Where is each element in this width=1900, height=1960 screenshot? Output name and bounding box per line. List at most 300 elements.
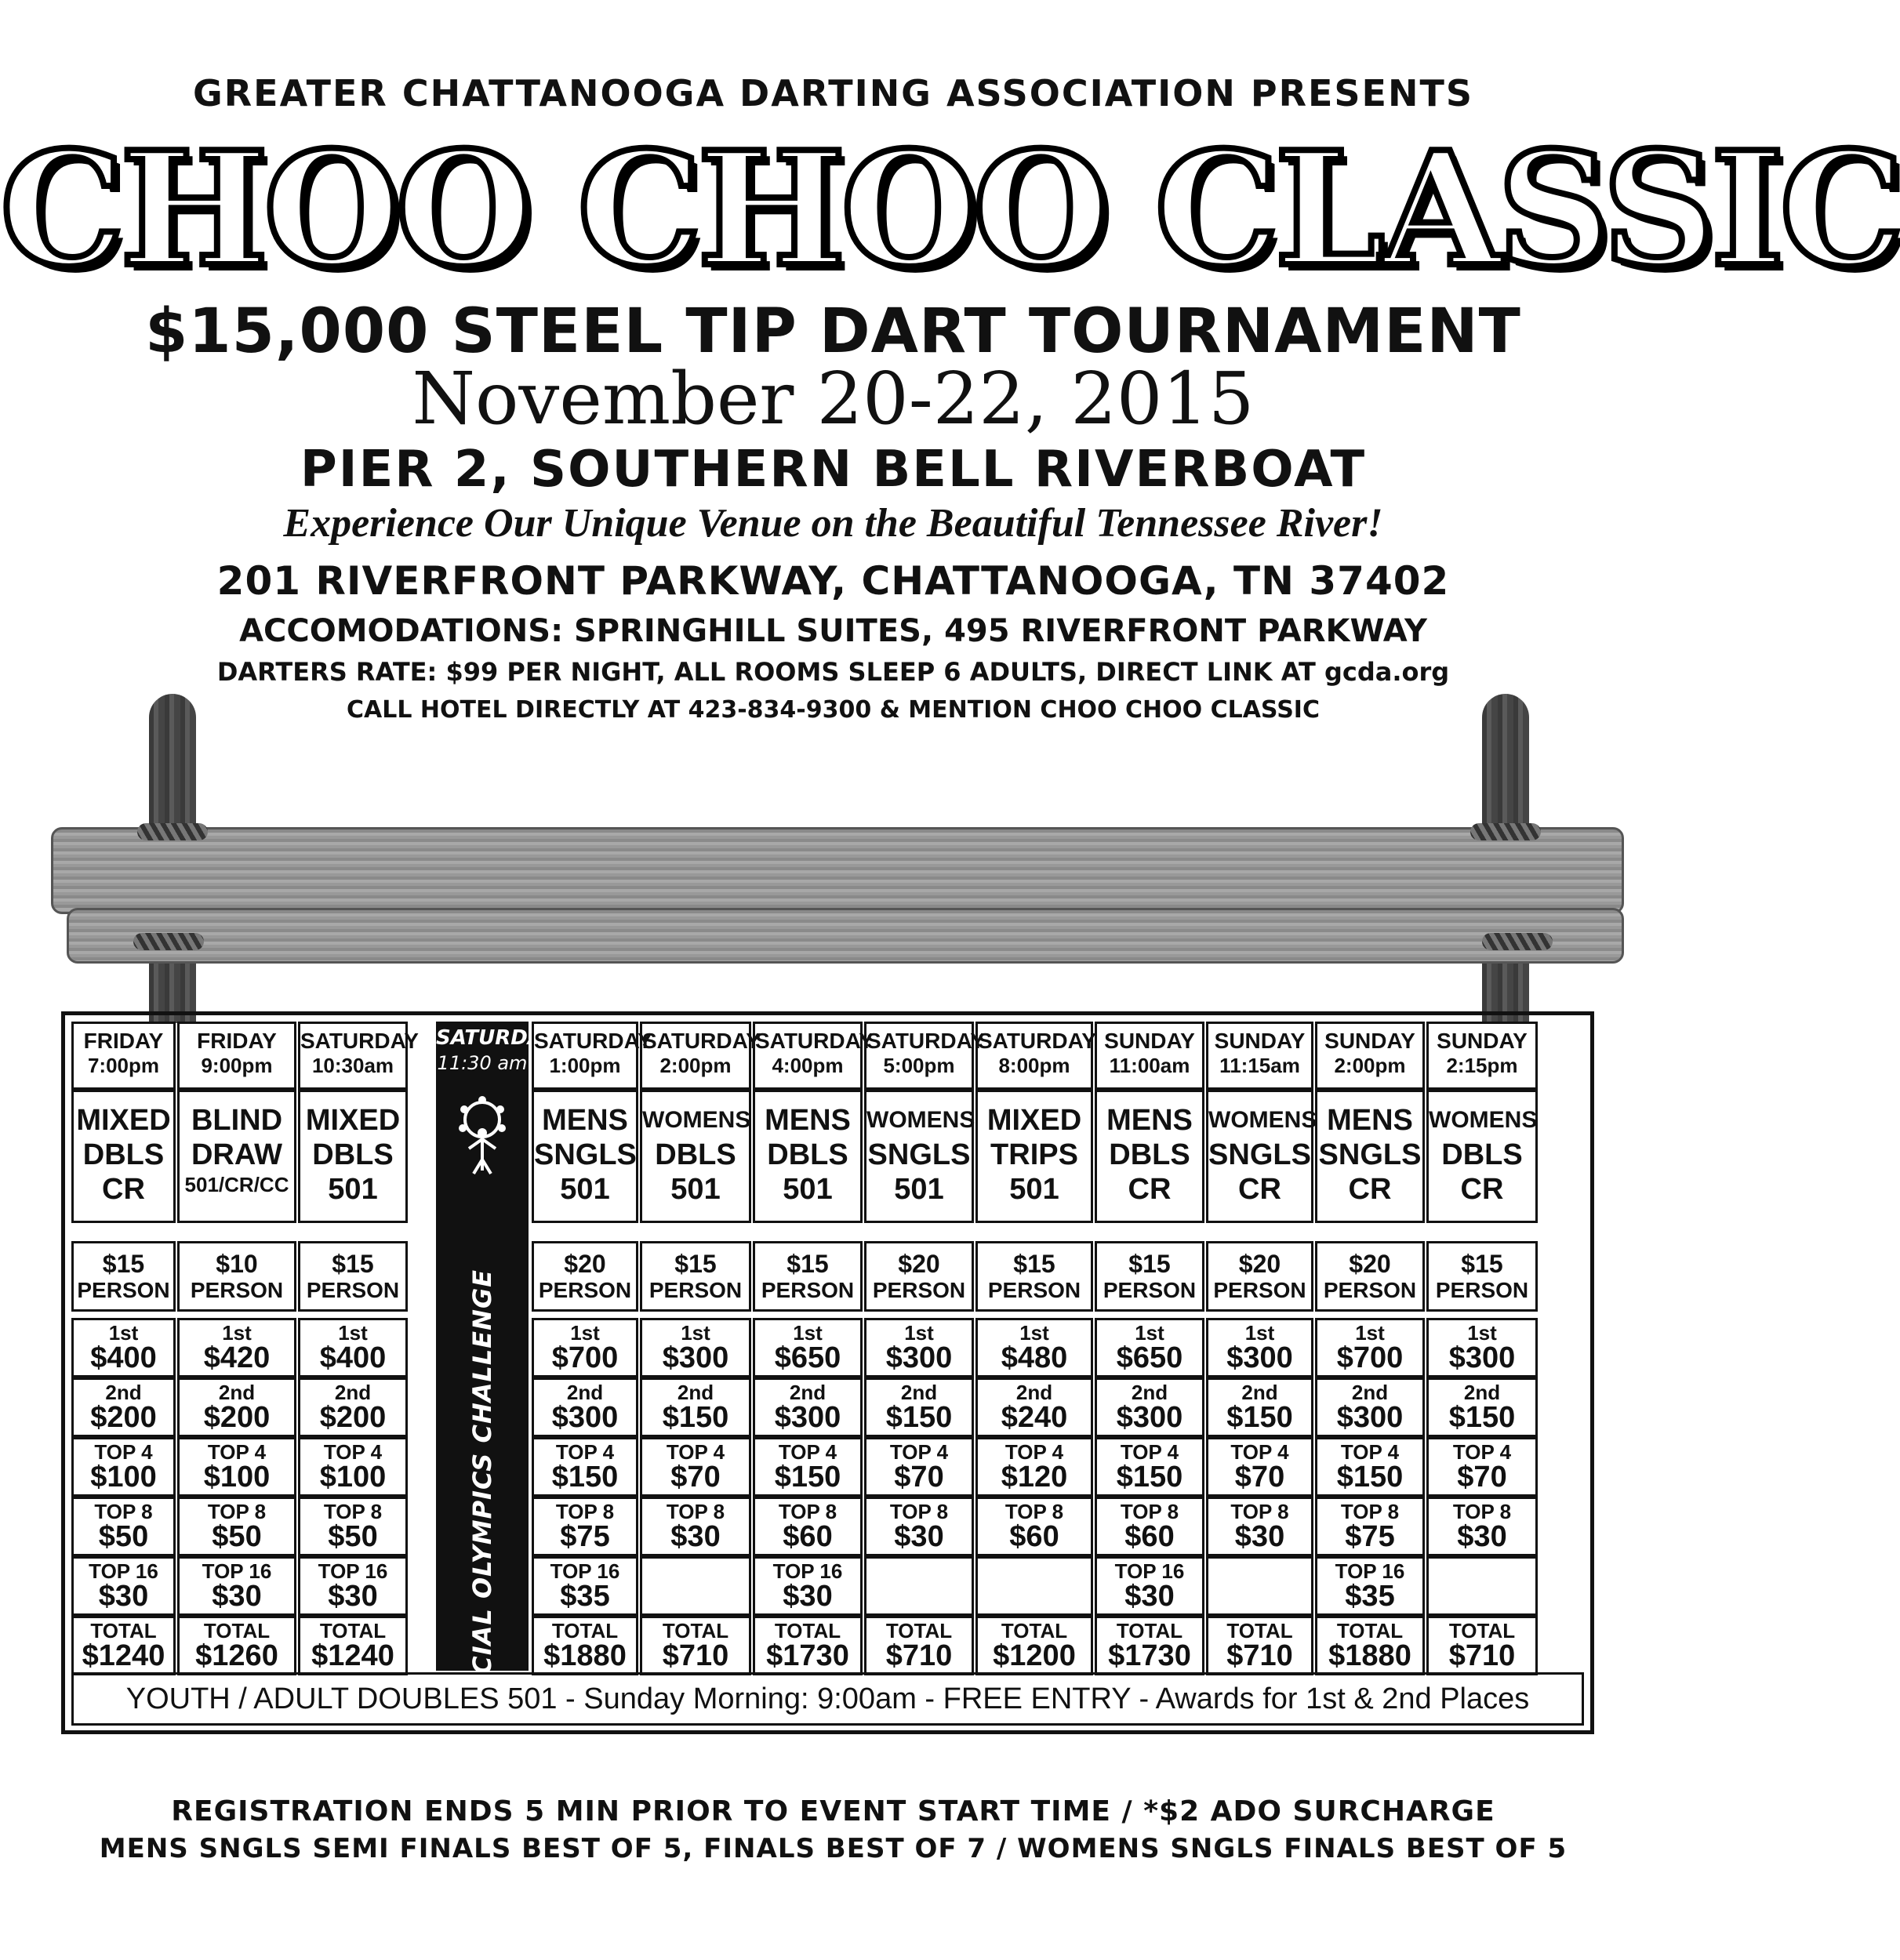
event-header [864,1022,985,1090]
event-name-line: DBLS [767,1138,848,1171]
prize-cell [1206,1377,1313,1437]
prize-cell [975,1616,1093,1675]
prize-amount: $1880 [543,1639,627,1672]
event-name [864,1090,974,1223]
accommodations-line: ACCOMODATIONS: SPRINGHILL SUITES, 495 RIVERFRONT PARKWAY [239,613,1427,649]
prize-cell [1426,1556,1538,1616]
prize-amount: $30 [894,1520,944,1553]
entry-fee [1315,1241,1425,1312]
prize-place: 2nd [1463,1381,1501,1404]
entry-fee-unit: PERSON [872,1278,966,1302]
prize-cell [1426,1377,1538,1437]
prize-cell [1206,1318,1313,1377]
prize-amount: $150 [662,1401,729,1434]
prize-cell [177,1497,296,1556]
prize-place: TOP 8 [94,1500,153,1523]
prize-place: 2nd [1131,1381,1168,1404]
event-time: 7:00pm [87,1054,160,1077]
prize-place: TOP 4 [323,1440,383,1464]
event-time: 1:00pm [549,1054,621,1077]
entry-fee [640,1241,751,1312]
event-name [975,1090,1093,1223]
event-dates: November 20-22, 2015 [412,357,1255,441]
prize-place: TOP 16 [1335,1559,1405,1583]
prize-place: 1st [904,1321,934,1345]
prize-cell [71,1556,176,1616]
prize-amount: $60 [1124,1520,1175,1553]
entry-fee [532,1241,638,1312]
entry-fee-amount: $15 [1013,1250,1055,1278]
special-olympics-logo-icon [455,1092,510,1178]
prize-amount: $240 [1001,1401,1068,1434]
event-day: FRIDAY [197,1029,277,1053]
event-time: 4:00pm [772,1054,844,1077]
prize-amount: $300 [885,1341,953,1374]
event-day: SATURDAY [755,1029,874,1053]
prize-place: 1st [793,1321,823,1345]
special-olympics-label: SPECIAL OLYMPICS CHALLENGE [467,1269,497,1731]
event-name-line: MENS [1327,1104,1413,1137]
prize-cell [1315,1556,1425,1616]
event-name-line: DBLS [1441,1138,1523,1171]
event-name [298,1090,408,1223]
prize-amount: $50 [98,1520,149,1553]
venue-name: PIER 2, SOUTHERN BELL RIVERBOAT [300,441,1367,499]
event-name-line: BLIND [191,1104,283,1137]
prize-place: 1st [1244,1321,1275,1345]
prize-cell [298,1616,408,1675]
prize-place: TOP 8 [1452,1500,1512,1523]
venue-address: 201 RIVERFRONT PARKWAY, CHATTANOOGA, TN 37402 [216,558,1450,604]
event-header [71,1022,176,1090]
prize-place: TOTAL [1116,1619,1183,1642]
prize-place: TOTAL [203,1619,271,1642]
prize-place: TOP 4 [889,1440,949,1464]
event-day: FRIDAY [83,1029,164,1053]
prize-cell [753,1556,863,1616]
prize-place: TOP 8 [889,1500,949,1523]
prize-cell [1095,1377,1204,1437]
prize-place [978,1559,1091,1562]
prize-cell [640,1318,751,1377]
entry-fee-amount: $20 [1238,1250,1281,1278]
prize-amount: $200 [319,1401,387,1434]
event-name [177,1090,296,1223]
prize-cell [532,1556,638,1616]
event-day: SUNDAY [1104,1029,1195,1053]
prize-cell [177,1556,296,1616]
prize-cell [640,1616,751,1675]
prize-place: TOP 8 [666,1500,725,1523]
prize-place: TOTAL [90,1619,157,1642]
prize-amount: $150 [1226,1401,1293,1434]
prize-cell [1426,1318,1538,1377]
event-day: SATURDAY [642,1029,761,1053]
prize-place: 2nd [1241,1381,1278,1404]
event-header [1426,1022,1538,1090]
prize-amount: $150 [1116,1461,1183,1494]
entry-fee-unit: PERSON [1213,1278,1306,1302]
prize-amount: $1240 [311,1639,394,1672]
prize-cell [753,1437,863,1497]
prize-place [642,1559,749,1562]
prize-amount: $30 [1234,1520,1285,1553]
event-name [1206,1090,1317,1223]
prize-cell [177,1616,296,1675]
prize-place: TOP 8 [1340,1500,1400,1523]
event-name-line: WOMENS [1208,1107,1317,1133]
prize-amount: $300 [1336,1401,1404,1434]
event-name [1095,1090,1204,1223]
event-day: SATURDAY [866,1029,985,1053]
prize-place: TOP 16 [318,1559,388,1583]
prize-cell [975,1437,1093,1497]
event-name-line: 501 [1009,1173,1059,1206]
prize-amount: $100 [90,1461,157,1494]
prize-place [1208,1559,1311,1562]
event-name-line: DBLS [655,1138,736,1171]
entry-fee-unit: PERSON [77,1278,170,1302]
event-name [1315,1090,1425,1223]
prize-place: TOP 4 [666,1440,725,1464]
prize-amount: $300 [662,1341,729,1374]
event-name-line: 501 [670,1173,721,1206]
prize-cell [753,1497,863,1556]
entry-fee [177,1241,296,1312]
entry-fee-unit: PERSON [761,1278,855,1302]
entry-fee-unit: PERSON [1103,1278,1197,1302]
event-name-line: 501 [328,1173,378,1206]
prize-cell [753,1318,863,1377]
event-time: 5:00pm [883,1054,955,1077]
event-name-line: TRIPS [990,1138,1078,1171]
prize-place: TOTAL [1336,1619,1404,1642]
prize-cell [71,1437,176,1497]
event-time: 11:00am [1109,1054,1190,1077]
prize-amount: $400 [90,1341,157,1374]
darters-rate-line: DARTERS RATE: $99 PER NIGHT, ALL ROOMS SLEEP 6 ADULTS, DIRECT LINK AT gcda.org [216,657,1450,687]
prize-amount: $650 [1116,1341,1183,1374]
prize-place: TOP 8 [555,1500,615,1523]
prize-amount: $75 [560,1520,610,1553]
event-formats: 501/CR/CC [184,1173,289,1196]
prize-amount: $1730 [766,1639,849,1672]
entry-fee-unit: PERSON [648,1278,743,1302]
event-name-line: MIXED [76,1104,171,1137]
best-of-note: MENS SNGLS SEMI FINALS BEST OF 5, FINALS BEST OF 7 / WOMENS SNGLS FINALS BEST OF 5 [99,1833,1568,1864]
event-name-line: SNGLS [1318,1138,1422,1171]
prize-place: 2nd [1351,1381,1389,1404]
event-name-line: 501 [783,1173,833,1206]
prize-place: 2nd [218,1381,256,1404]
prize-place: TOP 4 [1452,1440,1512,1464]
rope-icon [1482,933,1553,950]
event-time: 10:30am [311,1054,394,1077]
event-header [1095,1022,1204,1090]
prize-place: TOP 4 [1004,1440,1064,1464]
event-day: SUNDAY [1437,1029,1528,1053]
prize-place: TOP 8 [1004,1500,1064,1523]
prize-cell [864,1318,974,1377]
prize-place: TOP 8 [778,1500,837,1523]
entry-fee [753,1241,863,1312]
event-name [1426,1090,1538,1223]
event-time: 9:00pm [201,1054,273,1077]
prize-amount: $30 [98,1580,149,1613]
prize-cell [71,1318,176,1377]
event-name-line: CR [1348,1173,1392,1206]
event-name-line: 501 [560,1173,610,1206]
prize-place: 1st [1355,1321,1385,1345]
prize-place: 2nd [789,1381,826,1404]
prize-place: TOP 4 [778,1440,837,1464]
prize-amount: $700 [1336,1341,1404,1374]
prize-place: 2nd [1015,1381,1053,1404]
event-name-line: DRAW [191,1138,283,1171]
prize-place: TOP 8 [1230,1500,1289,1523]
prize-cell [1426,1616,1538,1675]
event-day: SUNDAY [1214,1029,1306,1053]
event-name-line: MENS [765,1104,851,1137]
entry-fee-amount: $15 [1128,1250,1171,1278]
prize-amount: $100 [319,1461,387,1494]
event-day: SUNDAY [1324,1029,1415,1053]
event-name-line: MENS [1106,1104,1193,1137]
prize-place: 2nd [900,1381,938,1404]
prize-place: TOP 4 [555,1440,615,1464]
prize-cell [298,1497,408,1556]
entry-fee [1206,1241,1313,1312]
prize-cell [298,1556,408,1616]
entry-fee-unit: PERSON [538,1278,632,1302]
prize-amount: $150 [885,1401,953,1434]
prize-cell [532,1377,638,1437]
event-name-line: 501 [894,1173,944,1206]
prize-cell [532,1437,638,1497]
prize-place: 1st [108,1321,139,1345]
event-name [640,1090,751,1223]
prize-amount: $70 [894,1461,944,1494]
prize-place: TOP 16 [1114,1559,1185,1583]
entry-fee-amount: $20 [898,1250,940,1278]
entry-fee-amount: $10 [216,1250,258,1278]
prize-amount: $70 [1234,1461,1285,1494]
prize-place: TOP 16 [772,1559,843,1583]
prize-place [866,1559,972,1562]
prize-amount: $150 [551,1461,619,1494]
wooden-plank-bottom [67,908,1624,964]
tournament-title: $15,000 STEEL TIP DART TOURNAMENT [145,296,1521,367]
prize-amount: $60 [1009,1520,1059,1553]
prize-place: TOP 4 [207,1440,267,1464]
prize-place: TOP 4 [1120,1440,1179,1464]
prize-amount: $200 [90,1401,157,1434]
entry-fee [71,1241,176,1312]
special-olympics-time: 11:30 am [437,1052,528,1074]
prize-cell [1315,1318,1425,1377]
prize-amount: $50 [328,1520,378,1553]
prize-cell [1095,1616,1204,1675]
prize-cell [1426,1497,1538,1556]
prize-place: TOP 8 [1120,1500,1179,1523]
prize-cell [864,1377,974,1437]
prize-cell [864,1616,974,1675]
prize-place: 1st [1019,1321,1049,1345]
prize-amount: $30 [1457,1520,1507,1553]
prize-amount: $70 [1457,1461,1507,1494]
entry-fee-amount: $15 [332,1250,374,1278]
prize-amount: $1240 [82,1639,165,1672]
prize-cell [177,1437,296,1497]
prize-place: TOTAL [774,1619,841,1642]
event-name-line: DBLS [82,1138,165,1171]
entry-fee [1426,1241,1538,1312]
prize-cell [753,1377,863,1437]
prize-cell [864,1437,974,1497]
prize-amount: $420 [203,1341,271,1374]
prize-cell [532,1616,638,1675]
prize-place: 1st [1467,1321,1497,1345]
prize-place: TOP 4 [1340,1440,1400,1464]
prize-cell [1206,1616,1313,1675]
prize-place: 2nd [677,1381,714,1404]
prize-place: TOTAL [1448,1619,1516,1642]
prize-place: TOTAL [1001,1619,1068,1642]
prize-cell [298,1377,408,1437]
special-olympics-day: SATURDAY [436,1026,556,1050]
prize-amount: $120 [1001,1461,1068,1494]
prize-cell [864,1556,974,1616]
event-header [532,1022,652,1090]
prize-place [1429,1559,1535,1562]
prize-cell [1315,1616,1425,1675]
prize-amount: $35 [560,1580,610,1613]
prize-place: TOTAL [319,1619,387,1642]
presenter-line: GREATER CHATTANOOGA DARTING ASSOCIATION PRESENTS [192,72,1473,114]
prize-amount: $70 [670,1461,721,1494]
prize-amount: $400 [319,1341,387,1374]
prize-amount: $50 [212,1520,262,1553]
event-header [640,1022,761,1090]
prize-place: TOTAL [1226,1619,1293,1642]
tournament-schedule [61,1011,1594,1734]
event-name-line: WOMENS [866,1107,975,1133]
prize-place: 1st [222,1321,252,1345]
prize-amount: $1200 [993,1639,1076,1672]
prize-place: TOP 4 [1230,1440,1289,1464]
event-header [1315,1022,1425,1090]
prize-cell [1206,1556,1313,1616]
event-name-line: CR [1238,1173,1281,1206]
prize-amount: $650 [774,1341,841,1374]
prize-place: 2nd [566,1381,604,1404]
prize-cell [71,1497,176,1556]
prize-cell [1315,1497,1425,1556]
prize-cell [975,1377,1093,1437]
entry-fee-amount: $15 [102,1250,145,1278]
prize-cell [1426,1437,1538,1497]
youth-adult-doubles-note: YOUTH / ADULT DOUBLES 501 - Sunday Morning: 9:00am - FREE ENTRY - Awards for 1st & 2nd Places [71,1672,1584,1726]
prize-place: TOP 8 [207,1500,267,1523]
prize-place: 2nd [105,1381,142,1404]
event-name-line: SNGLS [1208,1138,1311,1171]
event-name-line: MENS [542,1104,628,1137]
event-time: 11:15am [1219,1054,1300,1077]
wooden-plank-top [51,827,1624,914]
prize-cell [1206,1437,1313,1497]
prize-amount: $30 [328,1580,378,1613]
prize-amount: $100 [203,1461,271,1494]
prize-cell [1095,1497,1204,1556]
prize-cell [864,1497,974,1556]
entry-fee-amount: $15 [674,1250,717,1278]
prize-amount: $150 [1448,1401,1516,1434]
entry-fee [1095,1241,1204,1312]
prize-amount: $480 [1001,1341,1068,1374]
prize-cell [753,1616,863,1675]
entry-fee-unit: PERSON [987,1278,1081,1302]
entry-fee-unit: PERSON [306,1278,400,1302]
event-name-line: CR [102,1173,145,1206]
rope-icon [133,933,204,950]
entry-fee [298,1241,408,1312]
entry-fee [864,1241,974,1312]
prize-place: TOP 16 [202,1559,272,1583]
entry-fee-amount: $15 [1461,1250,1503,1278]
prize-amount: $710 [885,1639,953,1672]
prize-amount: $30 [783,1580,833,1613]
rope-icon [137,823,208,840]
event-name-line: WOMENS [1429,1107,1538,1133]
event-header [1206,1022,1313,1090]
prize-place: TOP 16 [550,1559,620,1583]
call-hotel-line: CALL HOTEL DIRECTLY AT 423-834-9300 & MENTION CHOO CHOO CLASSIC [347,696,1320,724]
event-header [298,1022,419,1090]
event-name-line: WOMENS [642,1107,751,1133]
event-time: 8:00pm [998,1054,1070,1077]
prize-amount: $1730 [1108,1639,1191,1672]
prize-cell [71,1377,176,1437]
prize-cell [1315,1377,1425,1437]
prize-cell [1315,1437,1425,1497]
venue-tagline: Experience Our Unique Venue on the Beautiful Tennessee River! [283,501,1383,546]
event-header [975,1022,1096,1090]
prize-cell [640,1497,751,1556]
event-name-line: MIXED [305,1104,401,1137]
prize-place: TOP 8 [323,1500,383,1523]
prize-amount: $300 [551,1401,619,1434]
event-name-line: MIXED [986,1104,1082,1137]
event-header [177,1022,296,1090]
prize-amount: $710 [1448,1639,1516,1672]
prize-cell [1095,1318,1204,1377]
prize-amount: $30 [212,1580,262,1613]
event-header [753,1022,874,1090]
prize-amount: $30 [670,1520,721,1553]
prize-amount: $300 [1448,1341,1516,1374]
prize-place: 1st [1135,1321,1164,1345]
prize-place: 1st [338,1321,368,1345]
event-day: SATURDAY [978,1029,1096,1053]
prize-cell [177,1377,296,1437]
prize-amount: $150 [774,1461,841,1494]
registration-note: REGISTRATION ENDS 5 MIN PRIOR TO EVENT START TIME / *$2 ADO SURCHARGE [171,1795,1495,1828]
entry-fee-amount: $20 [1349,1250,1391,1278]
prize-cell [177,1318,296,1377]
prize-amount: $150 [1336,1461,1404,1494]
event-name-line: DBLS [312,1138,394,1171]
prize-amount: $300 [1116,1401,1183,1434]
